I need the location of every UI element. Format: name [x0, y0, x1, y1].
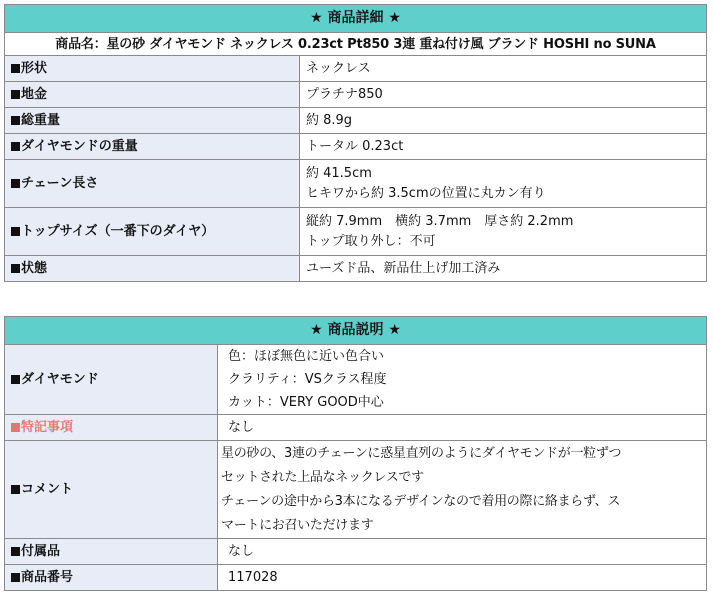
square-bullet-icon	[11, 227, 20, 236]
table-row	[5, 345, 707, 415]
row-label-metal: 地金	[5, 82, 300, 108]
row-value-condition: ユーズド品、新品仕上げ加工済み	[300, 256, 707, 282]
details-header	[5, 5, 707, 33]
row-value-top-size: 縦約 7.9mm 横約 3.7mm 厚さ約 2.2mm トップ取り外し：不可	[300, 208, 707, 256]
star-icon: ★	[388, 10, 401, 26]
square-bullet-icon	[11, 264, 20, 273]
row-value-product-number: 117028	[218, 565, 707, 591]
row-label-product-number: 商品番号	[5, 565, 218, 591]
square-bullet-icon	[11, 64, 20, 73]
product-description-table	[4, 316, 707, 591]
table-row	[5, 208, 707, 256]
row-label-special-notes: 特記事項	[5, 415, 218, 441]
row-value-total-weight: 約 8.9g	[300, 108, 707, 134]
square-bullet-icon	[11, 375, 20, 384]
table-row	[5, 415, 707, 441]
row-label-total-weight: 総重量	[5, 108, 300, 134]
row-value-comment: 星の砂の、3連のチェーンに惑星直列のようにダイヤモンドが一粒ずつ セットされた上品なネックレスです チェーンの途中から3本になるデザインなので着用の際に絡まらず、ス マートにお召いただけます	[218, 441, 707, 539]
row-label-top-size: トップサイズ（一番下のダイヤ）	[5, 208, 300, 256]
table-row	[5, 565, 707, 591]
table-row	[5, 160, 707, 208]
details-title: 商品詳細	[327, 10, 384, 26]
square-bullet-icon	[11, 485, 20, 494]
table-row	[5, 441, 707, 539]
square-bullet-icon	[11, 179, 20, 188]
description-title: 商品説明	[327, 322, 384, 338]
star-icon: ★	[310, 10, 323, 26]
table-row	[5, 56, 707, 82]
square-bullet-icon	[11, 423, 20, 432]
row-label-chain-length: チェーン長さ	[5, 160, 300, 208]
row-label-diamond: ダイヤモンド	[5, 345, 218, 415]
star-icon: ★	[388, 322, 401, 338]
row-label-condition: 状態	[5, 256, 300, 282]
product-details-table	[4, 4, 707, 282]
row-label-shape: 形状	[5, 56, 300, 82]
table-row	[5, 82, 707, 108]
product-name: 商品名：星の砂 ダイヤモンド ネックレス 0.23ct Pt850 3連 重ね付け風 ブランド HOSHI no SUNA	[5, 33, 707, 56]
table-row	[5, 108, 707, 134]
row-value-diamond: 色：ほぼ無色に近い色合い クラリティ：VSクラス程度 カット：VERY GOOD中心	[218, 345, 707, 415]
square-bullet-icon	[11, 547, 20, 556]
row-label-accessories: 付属品	[5, 539, 218, 565]
table-row	[5, 256, 707, 282]
square-bullet-icon	[11, 90, 20, 99]
row-value-chain-length: 約 41.5cm ヒキワから約 3.5cmの位置に丸カン有り	[300, 160, 707, 208]
row-value-metal: プラチナ850	[300, 82, 707, 108]
table-row	[5, 539, 707, 565]
star-icon: ★	[310, 322, 323, 338]
square-bullet-icon	[11, 142, 20, 151]
square-bullet-icon	[11, 116, 20, 125]
row-label-comment: コメント	[5, 441, 218, 539]
row-value-special-notes: なし	[218, 415, 707, 441]
row-value-diamond-weight: トータル 0.23ct	[300, 134, 707, 160]
row-value-shape: ネックレス	[300, 56, 707, 82]
table-row	[5, 134, 707, 160]
row-value-accessories: なし	[218, 539, 707, 565]
row-label-diamond-weight: ダイヤモンドの重量	[5, 134, 300, 160]
square-bullet-icon	[11, 573, 20, 582]
description-header	[5, 317, 707, 345]
